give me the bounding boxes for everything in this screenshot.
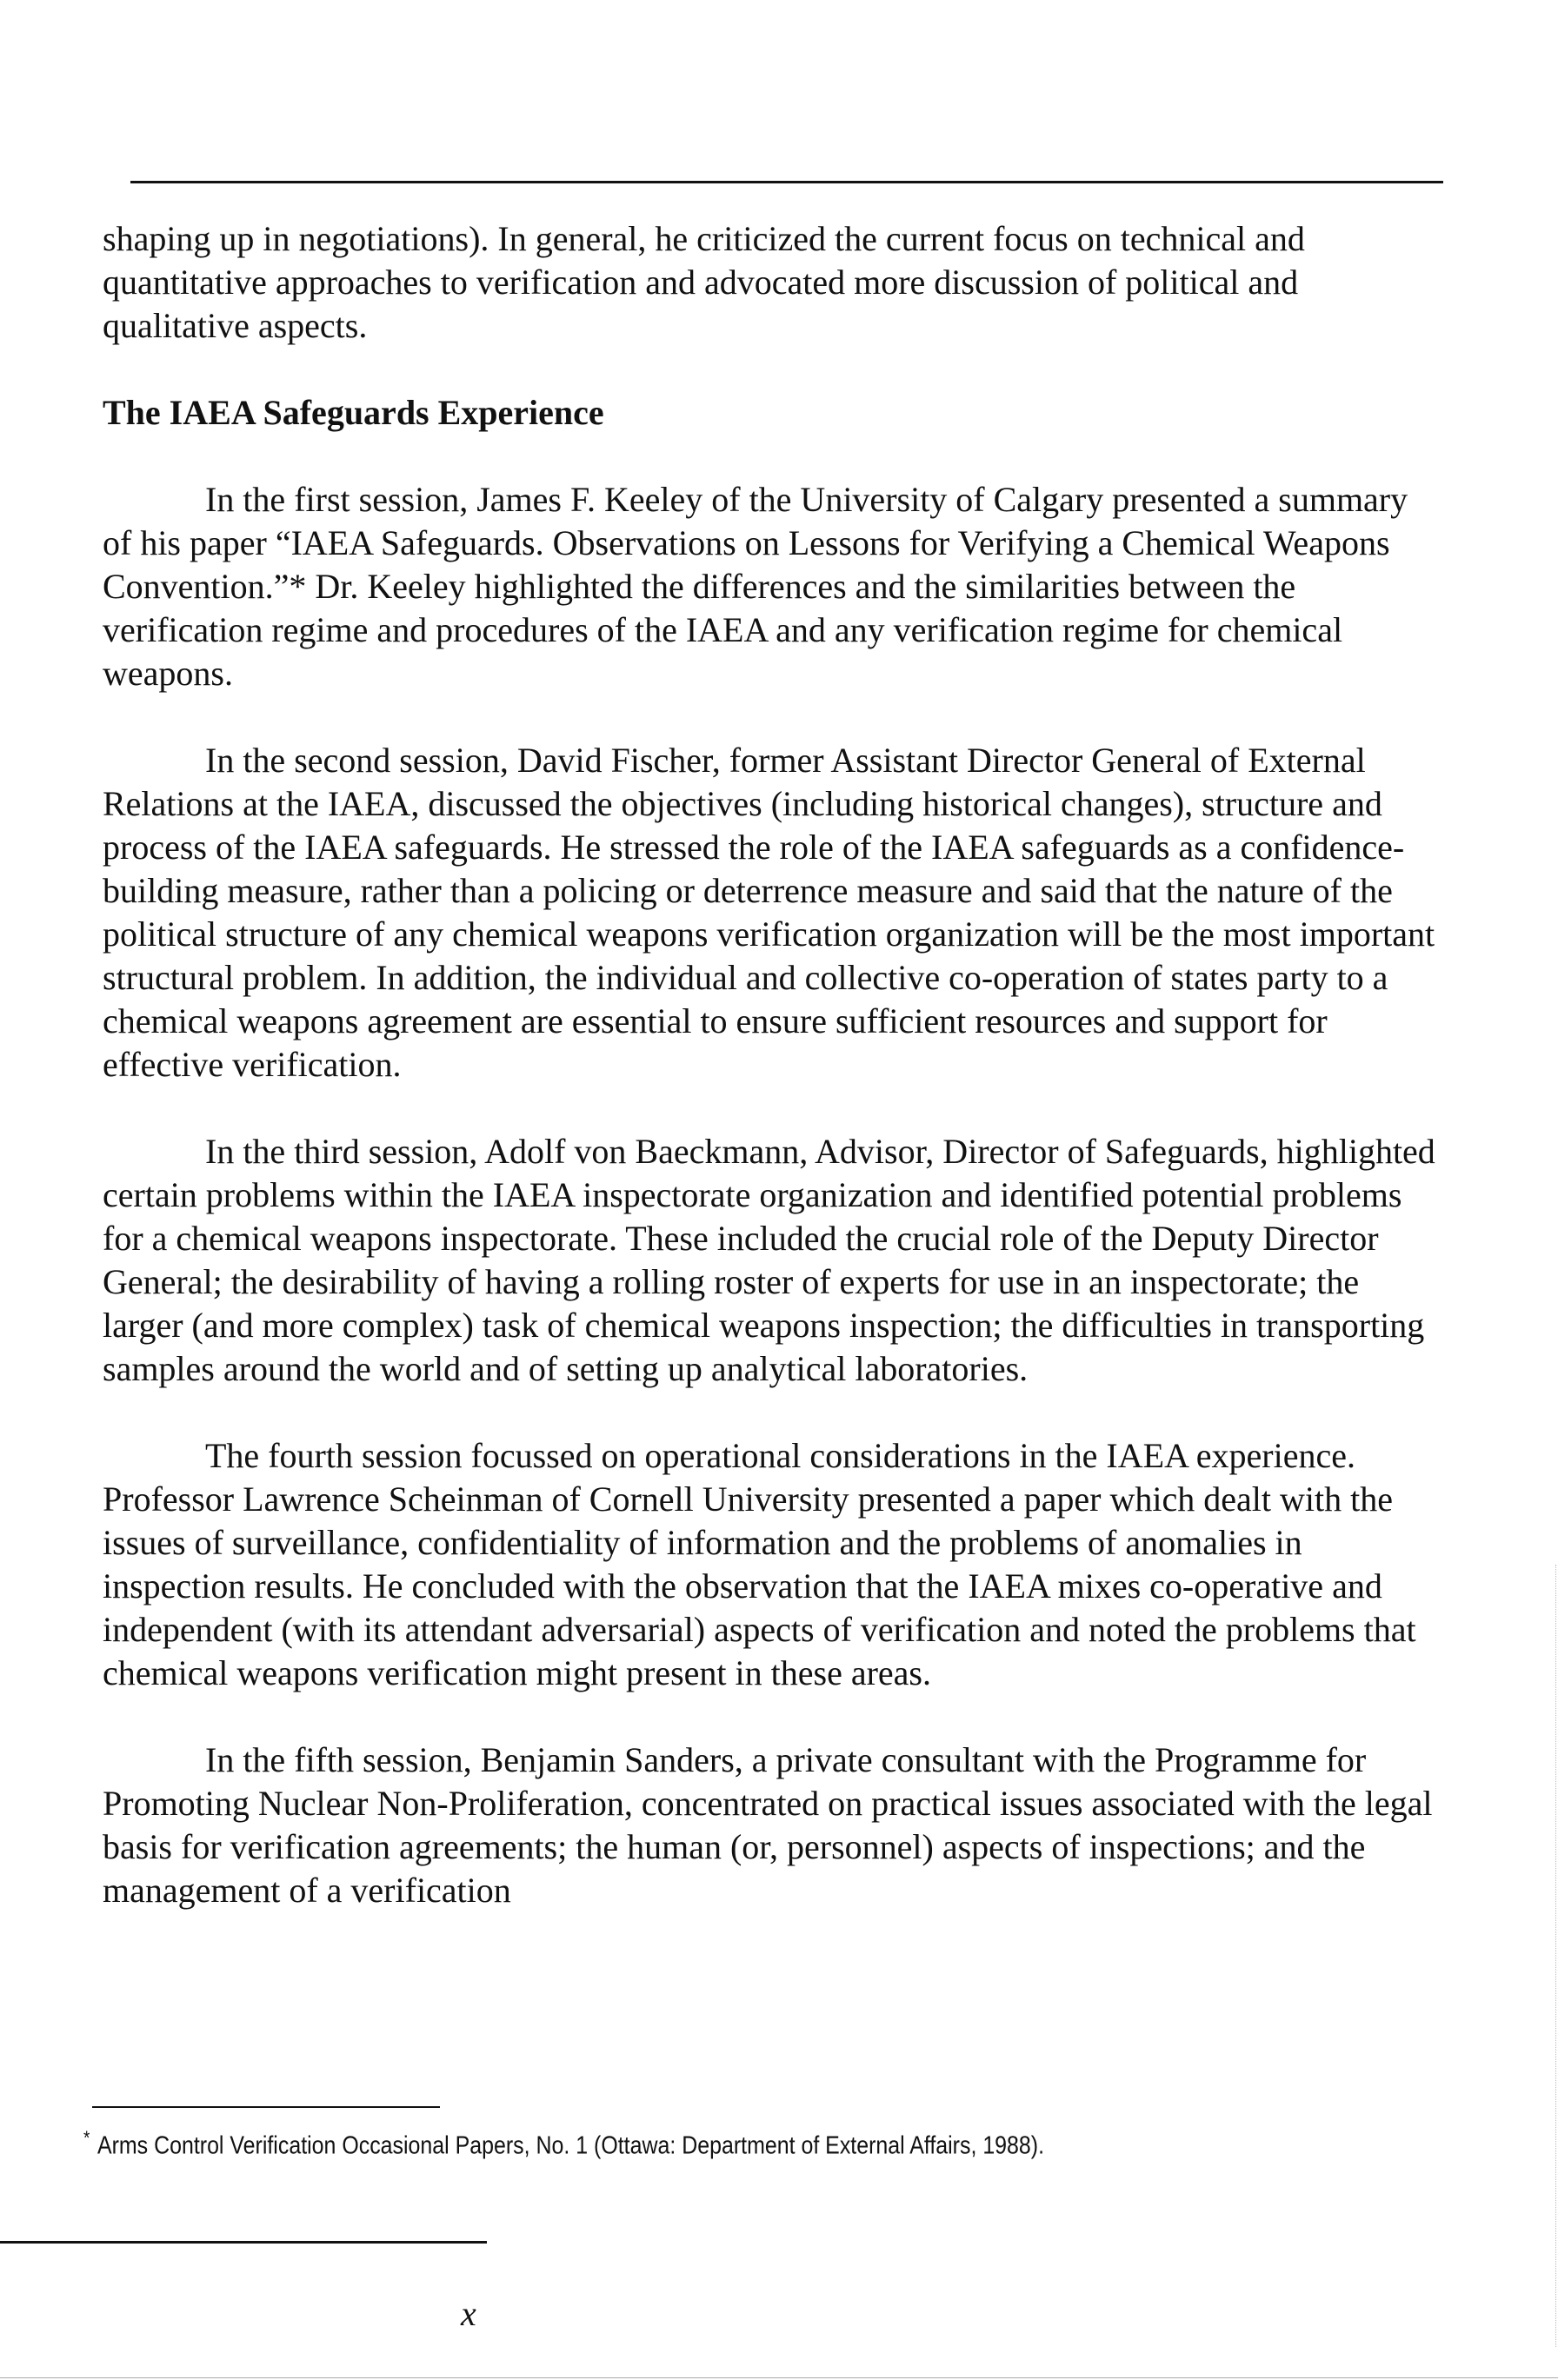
intro-paragraph: shaping up in negotiations). In general, he criticized the current focus on technical and quantitative approaches to verification and advocated more discussion of political and qualitative aspects. bbox=[103, 219, 1305, 345]
scan-edge-bottom bbox=[0, 2377, 1558, 2378]
session-paragraph-5: In the fifth session, Benjamin Sanders, a private consultant with the Programme for Promoting Nuclear Non-Proliferation, concentrated on practical issues associated with the legal basis for verification agreements; the human (or, personnel) aspects of inspections; and the management of a verification bbox=[103, 1740, 1433, 1910]
session-paragraph-2: In the second session, David Fischer, former Assistant Director General of External Relations at the IAEA, discussed the objectives (including historical changes), structure and process of the IAEA safeguards. He stressed the role of the IAEA safeguards as a confidence-building measure, rather than a policing or deterrence measure and said that the nature of the political structure of any chemical weapons verification organization will be the most important structural problem. In addition, the individual and collective co-operation of states party to a chemical weapons agreement are essential to ensure sufficient resources and support for effective verification. bbox=[103, 741, 1435, 1084]
body-text bbox=[103, 217, 1441, 1956]
footnote bbox=[83, 2123, 1250, 2162]
section-heading: The IAEA Safeguards Experience bbox=[103, 393, 604, 432]
scan-edge-right bbox=[1555, 1565, 1556, 2347]
footnote-mark: * bbox=[83, 2127, 90, 2149]
session-paragraph-4: The fourth session focussed on operational considerations in the IAEA experience. Professor Lawrence Scheinman of Cornell University presented a paper which dealt with the issues of surveillance, confidentiality of information and the problems of anomalies in inspection results. He concluded with the observation that the IAEA mixes co-operative and independent (with its attendant adversarial) aspects of verification and noted the problems that chemical weapons verification might present in these areas. bbox=[103, 1436, 1416, 1692]
header-rule bbox=[130, 181, 1443, 183]
page-number: x bbox=[461, 2294, 476, 2333]
session-paragraph-3: In the third session, Adolf von Baeckmann, Advisor, Director of Safeguards, highlighted certain problems within the IAEA inspectorate organization and identified potential problems for a chemical weapons inspectorate. These included the crucial role of the Deputy Director General; the desirability of having a rolling roster of experts for use in an inspectorate; the larger (and more complex) task of chemical weapons inspection; the difficulties in transporting samples around the world and of setting up analytical laboratories. bbox=[103, 1132, 1435, 1388]
footnote-rule bbox=[92, 2106, 440, 2108]
footer-rule bbox=[0, 2241, 487, 2244]
footnote-text: Arms Control Verification Occasional Papers, No. 1 (Ottawa: Department of External Affairs, 1988). bbox=[97, 2131, 1045, 2160]
session-paragraph-1: In the first session, James F. Keeley of the University of Calgary presented a summary of his paper “IAEA Safeguards. Observations on Lessons for Verifying a Chemical Weapons Convention.”* Dr. Keeley highlighted the differences and the similarities between the verification regime and procedures of the IAEA and any verification regime for chemical weapons. bbox=[103, 480, 1408, 693]
